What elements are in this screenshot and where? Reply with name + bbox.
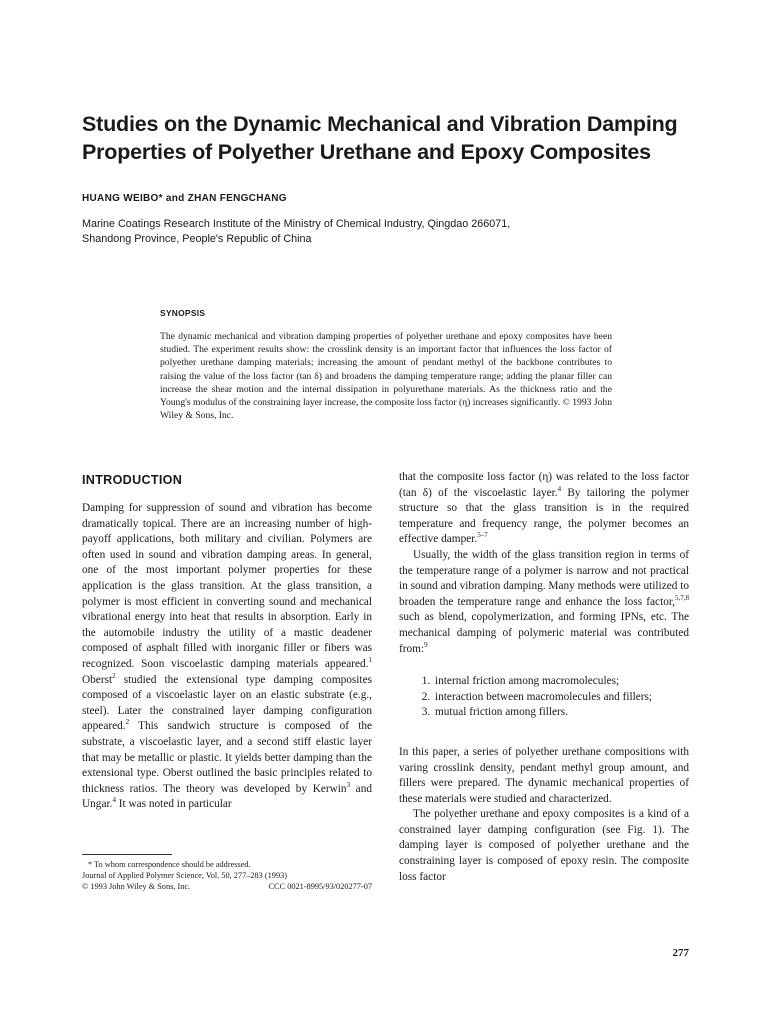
citation: 5–7 — [477, 531, 488, 540]
intro-paragraph: In this paper, a series of polyether urethane compositions with varing crosslink density, pendant methyl group amount, and fillers were prepared. The dynamic mechanical properties of these materials were studied and characterized. — [399, 745, 689, 805]
copyright-notice: © 1993 John Wiley & Sons, Inc. — [82, 881, 191, 891]
citation: 2 — [112, 671, 116, 680]
right-column — [399, 470, 689, 885]
left-column — [82, 501, 372, 813]
footnote-divider — [82, 854, 172, 855]
intro-paragraph: Usually, the width of the glass transition region in terms of the temperature range of a polymer is narrow and not practical in sound and vibration damping. Many methods were utilized to broaden the temperature range and enhance the loss factor,$^{5,7,8}$ such as blend, copolymerization, and forming IPNs, etc. The mechanical damping of polymeric material was contributed from:$^9$ — [399, 548, 689, 655]
citation: 5,7,8 — [675, 593, 689, 602]
synopsis-heading: SYNOPSIS — [160, 308, 206, 318]
citation: 4 — [112, 796, 116, 805]
journal-citation: Journal of Applied Polymer Science, Vol. 50, 277–283 (1993) — [82, 870, 288, 880]
intro-paragraph: Damping for suppression of sound and vibration has become dramatically topical. There are an increasing number of high-payoff applications, both military and civilian. Polymers are often used in sound and vibration damping areas. In general, one of the most important polymer properties for these application is the glass transition. At the glass transition, a polymer is most efficient in converting sound and mechanical vibrational energy into heat that results in absorption. Early in the automobile industry the utility of a mastic deadener composed of asphalt filled with inorganic filler or fibers was recognized. Soon viscoelastic damping materials appeared.$^1$ Oberst$^2$ studied the extensional type damping composites composed of a viscoelastic layer on an elastic substrate (e.g., steel). Later the constrained layer damping configuration appeared.$^2$ This sandwich structure is composed of the substrate, a viscoelastic layer, and a second stiff elastic layer that may be metallic or plastic. It yields better damping than the extensional type. Oberst outlined the basic principles related to thickness ratios. The theory was developed by Kerwin$^3$ and Ungar.$^4$ It was noted in particular — [82, 502, 372, 811]
affiliation-line: Shandong Province, People's Republic of China — [82, 233, 312, 245]
introduction-heading: INTRODUCTION — [82, 473, 183, 487]
citation: 3 — [346, 780, 351, 789]
citation: 9 — [424, 640, 428, 649]
citation: 2 — [125, 718, 130, 727]
list-item: 3. mutual friction among fillers. — [433, 705, 689, 721]
paper-title: Studies on the Dynamic Mechanical and Vibration Damping Properties of Polyether Urethane and Epoxy Composites — [82, 112, 678, 164]
citation: 1 — [368, 656, 372, 665]
intro-paragraph: The polyether urethane and epoxy composites is a kind of a constrained layer damping configuration (see Fig. 1). The damping layer is composed of polyether urethane and the constraining layer is composed of epoxy resin. The composite loss factor — [399, 808, 689, 883]
affiliation-line: Marine Coatings Research Institute of the Ministry of Chemical Industry, Qingdao 266071, — [82, 218, 511, 230]
list-item: 2. interaction between macromolecules and fillers; — [433, 690, 689, 706]
contribution-list — [399, 674, 689, 721]
list-item: 1. internal friction among macromolecules; — [433, 674, 689, 690]
citation: 4 — [557, 484, 562, 493]
page-number: 277 — [672, 947, 689, 959]
copyright-row — [82, 882, 372, 893]
footnote — [82, 860, 372, 892]
synopsis-text: The dynamic mechanical and vibration damping properties of polyether urethane and epoxy composites have been studied. The experiment results show: the crosslink density is an important factor that influences the loss factor of polyether urethane damping materials; increasing the amount of pendant methyl of the backbone contributes to raising the value of the loss factor (tan δ) and broadens the damping temperature range; adding the planar filler can increase the shear motion and the internal dissipation in polyurethane materials. As the thickness ratio and the Young's modulus of the constraining layer increase, the composite loss factor (η) increases significantly. © 1993 John Wiley & Sons, Inc. — [160, 331, 612, 422]
author-list: HUANG WEIBO* and ZHAN FENGCHANG — [82, 193, 287, 204]
correspondence-note: * To whom correspondence should be addressed. — [88, 860, 251, 869]
intro-paragraph: that the composite loss factor (η) was related to the loss factor (tan δ) of the viscoelastic layer.$^4$ By tailoring the polymer structure so that the glass transition is in the required temperature and frequency range, the polymer becomes an effective damper.$^{5-7}$ — [399, 471, 689, 546]
ccc-code: CCC 0021-8995/93/020277-07 — [268, 881, 372, 891]
affiliation — [82, 217, 642, 247]
